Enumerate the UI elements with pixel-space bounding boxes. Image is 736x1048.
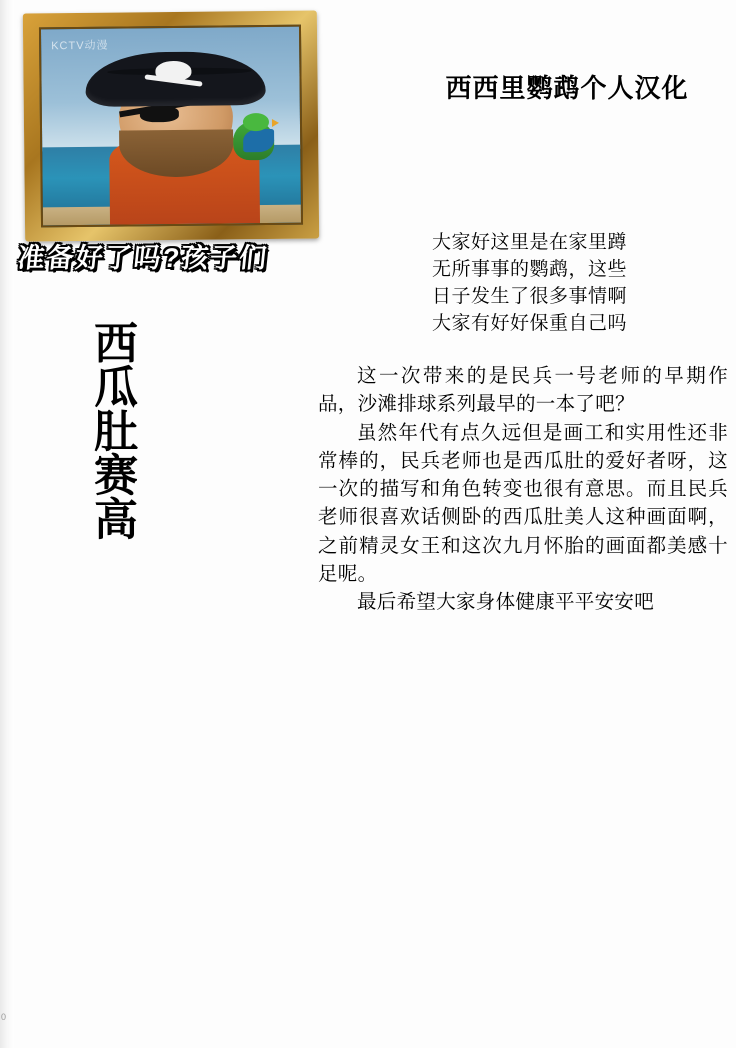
parrot-beak: [272, 119, 279, 127]
picture-frame: [23, 10, 319, 241]
banner-caption: 准备好了吗?孩子们: [16, 243, 270, 273]
page-binding-edge: [0, 0, 14, 1048]
body-paragraph: 虽然年代有点久远但是画工和实用性还非常棒的，民兵老师也是西瓜肚的爱好者呀，这一次的描写和角色转变也很有意思。而且民兵老师很喜欢话侧卧的西瓜肚美人这种画面啊，之前精灵女王和这次九月怀胎的画面都美感十足呢。: [318, 421, 728, 585]
body-paragraph: 这一次带来的是民兵一号老师的早期作品，沙滩排球系列最早的一本了吧？: [318, 365, 728, 416]
skull-icon: [155, 61, 191, 81]
greeting-line: 无所事事的鹦鹉，这些: [432, 258, 628, 280]
eye-patch-icon: [140, 106, 179, 122]
pirate-illustration: [18, 8, 330, 296]
greeting-line: 大家有好好保重自己吗: [432, 312, 628, 334]
page-number: 0: [1, 1012, 7, 1022]
greeting-block: [432, 230, 724, 338]
picture-canvas: [39, 25, 303, 228]
page-title: 西西里鹦鹉个人汉化: [445, 73, 689, 103]
vertical-title: 西瓜肚赛高: [87, 320, 136, 540]
parrot-head: [243, 113, 269, 131]
greeting-line: 日子发生了很多事情啊: [432, 285, 628, 307]
greeting-line: 大家好这里是在家里蹲: [432, 232, 628, 253]
body-paragraph: 最后希望大家身体健康平平安安吧: [357, 591, 655, 614]
watermark-label: KCTV动漫: [51, 39, 109, 53]
body-text: [318, 362, 728, 616]
